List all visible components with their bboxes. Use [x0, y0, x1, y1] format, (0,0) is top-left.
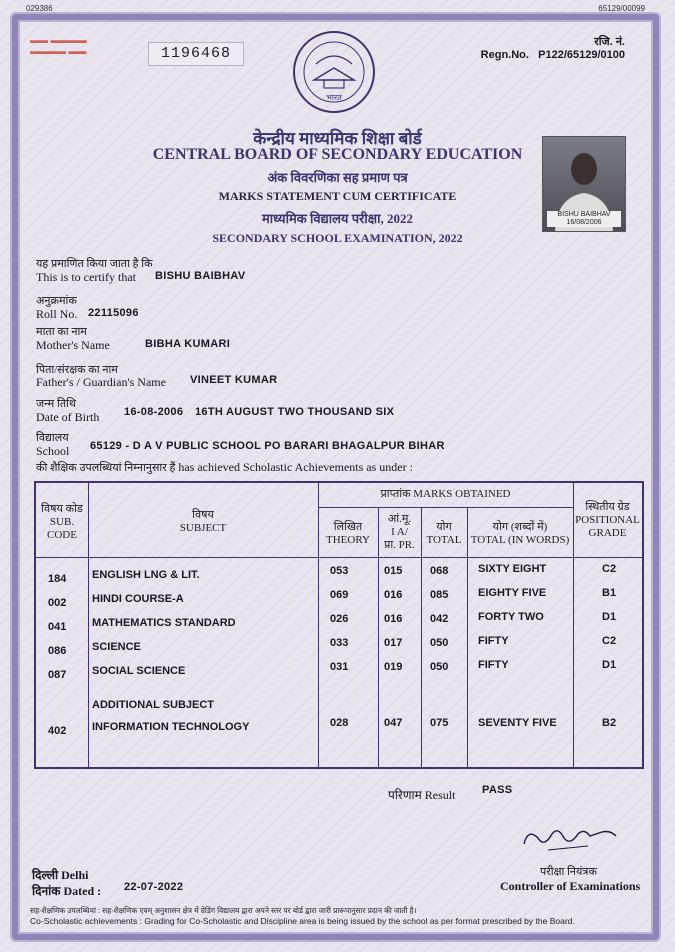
issue-date: 22-07-2022	[124, 881, 184, 893]
photo-caption-date: 16/08/2006	[566, 219, 602, 226]
achievement-label-hindi: की शैक्षिक उपलब्धियां निम्नानुसार हैं	[36, 462, 176, 474]
result-label-hindi: परिणाम	[388, 788, 422, 802]
header-marks-label: MARKS OBTAINED	[413, 488, 511, 500]
reg-number-value: P122/65129/0100	[538, 49, 625, 61]
header-sub-code	[36, 503, 88, 542]
controller-title: Controller of Examinations	[500, 879, 641, 893]
positional-grade: C2	[602, 563, 617, 575]
dated-label-hindi: दिनांक	[32, 884, 61, 898]
sub-code: 184	[48, 573, 67, 585]
result-label-text: Result	[424, 788, 456, 802]
header-pr-label: प्रा. PR.	[384, 539, 415, 551]
theory-marks: 053	[330, 565, 349, 577]
achievement-label: has achieved Scholastic Achievements as under :	[178, 460, 413, 474]
mother-label: Mother's Name	[36, 338, 110, 352]
exam-title: SECONDARY SCHOOL EXAMINATION, 2022	[212, 231, 463, 245]
reg-label-hindi: रजि. नं.	[594, 36, 625, 48]
student-name: BISHU BAIBHAV	[155, 270, 246, 282]
cbse-seal-logo	[290, 28, 378, 116]
header-theory	[318, 521, 378, 547]
board-name: CENTRAL BOARD OF SECONDARY EDUCATION	[152, 146, 523, 163]
red-stamp-mark: ▬▬ ▬▬▬▬ ▬▬▬▬ ▬▬	[30, 35, 87, 56]
subject-name: INFORMATION TECHNOLOGY	[92, 721, 250, 733]
header-total	[421, 521, 467, 547]
header-sub-code-hindi: विषय कोड	[41, 503, 83, 515]
ia-marks: 047	[384, 717, 403, 729]
certificate-title: MARKS STATEMENT CUM CERTIFICATE	[218, 189, 457, 203]
photo-caption-name: BISHU BAIBHAV	[557, 211, 611, 218]
dob-words: 16TH AUGUST TWO THOUSAND SIX	[195, 406, 395, 418]
controller-signature	[518, 820, 628, 856]
header-total-hindi: योग	[436, 521, 452, 533]
father-name: VINEET KUMAR	[190, 374, 278, 386]
board-name-hindi: केन्द्रीय माध्यमिक शिक्षा बोर्ड	[253, 129, 422, 148]
marks-table	[34, 481, 644, 769]
dob-value: 16-08-2006	[124, 406, 184, 418]
positional-grade: D1	[602, 659, 617, 671]
header-sub-code-line2: CODE	[47, 529, 77, 541]
student-photo	[542, 136, 626, 232]
certify-label: This is to certify that	[36, 270, 136, 284]
serial-number: 1196468	[148, 42, 244, 66]
header-total-label: TOTAL	[426, 534, 462, 546]
subject-name: MATHEMATICS STANDARD	[92, 617, 236, 629]
reg-label: Regn.No.	[480, 49, 529, 61]
ia-marks: 019	[384, 661, 403, 673]
place	[32, 866, 88, 883]
certify-label-hindi: यह प्रमाणित किया जाता है कि	[36, 258, 153, 270]
place-hindi: दिल्ली	[32, 868, 59, 882]
controller-title-hindi: परीक्षा नियंत्रक	[540, 866, 597, 878]
header-marks-hindi: प्राप्तांक	[380, 488, 411, 500]
total-in-words: EIGHTY FIVE	[478, 587, 547, 599]
total-marks: 042	[430, 613, 449, 625]
header-ia-hindi: आं.मू.	[387, 513, 412, 525]
place-name: Delhi	[61, 868, 89, 882]
theory-marks: 069	[330, 589, 349, 601]
positional-grade: D1	[602, 611, 617, 623]
additional-subject-label: ADDITIONAL SUBJECT	[92, 699, 215, 711]
header-subject-label: SUBJECT	[179, 522, 227, 534]
total-in-words: SIXTY EIGHT	[478, 563, 547, 575]
header-total-words	[467, 521, 573, 547]
dated-label-text: Dated :	[63, 884, 102, 898]
result-label	[388, 786, 455, 803]
subject-name: HINDI COURSE-A	[92, 593, 184, 605]
positional-grade: B2	[602, 717, 617, 729]
total-in-words: FIFTY	[478, 659, 509, 671]
total-in-words: FORTY TWO	[478, 611, 544, 623]
dated-label	[32, 882, 101, 899]
total-in-words: FIFTY	[478, 635, 509, 647]
header-subject-hindi: विषय	[192, 509, 214, 521]
seal-word: भारत	[326, 93, 342, 102]
header-theory-hindi: लिखित	[333, 521, 363, 533]
roll-number: 22115096	[88, 307, 139, 319]
corner-code-right: 65129/00099	[598, 4, 645, 13]
subject-name: SOCIAL SCIENCE	[92, 665, 186, 677]
header-words-label: TOTAL (IN WORDS)	[470, 534, 570, 546]
total-marks: 085	[430, 589, 449, 601]
exam-title-hindi: माध्यमिक विद्यालय परीक्षा, 2022	[262, 211, 413, 226]
total-marks: 050	[430, 661, 449, 673]
sub-code: 086	[48, 645, 67, 657]
roll-label-hindi: अनुक्रमांक	[36, 295, 77, 307]
positional-grade: C2	[602, 635, 617, 647]
header-theory-label: THEORY	[326, 534, 370, 546]
ia-marks: 016	[384, 613, 403, 625]
mother-name: BIBHA KUMARI	[145, 338, 231, 350]
mother-label-hindi: माता का नाम	[36, 326, 87, 338]
total-marks: 050	[430, 637, 449, 649]
sub-code: 402	[48, 725, 67, 737]
total-marks: 075	[430, 717, 449, 729]
result-value: PASS	[482, 784, 513, 796]
header-positional-grade	[573, 501, 642, 540]
school-label: School	[36, 444, 70, 458]
dob-label: Date of Birth	[36, 410, 100, 424]
header-grade-line1: POSITIONAL	[575, 514, 640, 526]
father-label: Father's / Guardian's Name	[36, 375, 166, 389]
dob-label-hindi: जन्म तिथि	[36, 398, 76, 410]
header-marks-obtained	[318, 488, 573, 501]
header-grade-line2: GRADE	[588, 527, 627, 539]
ia-marks: 016	[384, 589, 403, 601]
subject-name: ENGLISH LNG & LIT.	[92, 569, 200, 581]
theory-marks: 033	[330, 637, 349, 649]
school-name: 65129 - D A V PUBLIC SCHOOL PO BARARI BHAGALPUR BIHAR	[90, 440, 445, 452]
header-subject	[88, 509, 318, 535]
certificate-title-hindi: अंक विवरणिका सह प्रमाण पत्र	[267, 170, 408, 185]
photo-caption	[547, 211, 621, 227]
roll-label: Roll No.	[36, 307, 78, 321]
header-ia-label: I A/	[391, 526, 408, 538]
total-in-words: SEVENTY FIVE	[478, 717, 557, 729]
corner-code-left: 029386	[26, 4, 53, 13]
header-ia-pr	[378, 513, 421, 552]
header-words-hindi: योग (शब्दों में)	[492, 521, 548, 533]
co-scholastic-note	[30, 905, 575, 927]
total-marks: 068	[430, 565, 449, 577]
school-label-hindi: विद्यालय	[36, 432, 69, 444]
co-scholastic-note-text: Co-Scholastic achievements : Grading for Co-Scholastic and Discipline area is being issued by the school as per format prescribed by the Board.	[30, 916, 575, 926]
theory-marks: 026	[330, 613, 349, 625]
header-grade-hindi: स्थितीय ग्रेड	[585, 501, 630, 513]
father-label-hindi: पिता/संरक्षक का नाम	[36, 364, 118, 376]
sub-code: 041	[48, 621, 67, 633]
header-sub-code-line1: SUB.	[49, 516, 75, 528]
co-scholastic-note-hindi: सह-शैक्षणिक उपलब्धियां : सह-शैक्षणिक एवम् अनुशासन क्षेत्र में ग्रेडिंग विद्यालय द्वारा अपने स्तर पर बोर्ड द्वारा जारी प्रारूपानुसार प्रदान की जाती है।	[30, 906, 417, 915]
ia-marks: 017	[384, 637, 403, 649]
theory-marks: 031	[330, 661, 349, 673]
sub-code: 087	[48, 669, 67, 681]
theory-marks: 028	[330, 717, 349, 729]
registration-number	[481, 34, 625, 61]
subject-name: SCIENCE	[92, 641, 141, 653]
sub-code: 002	[48, 597, 67, 609]
positional-grade: B1	[602, 587, 617, 599]
ia-marks: 015	[384, 565, 403, 577]
achievement-line	[36, 460, 413, 475]
